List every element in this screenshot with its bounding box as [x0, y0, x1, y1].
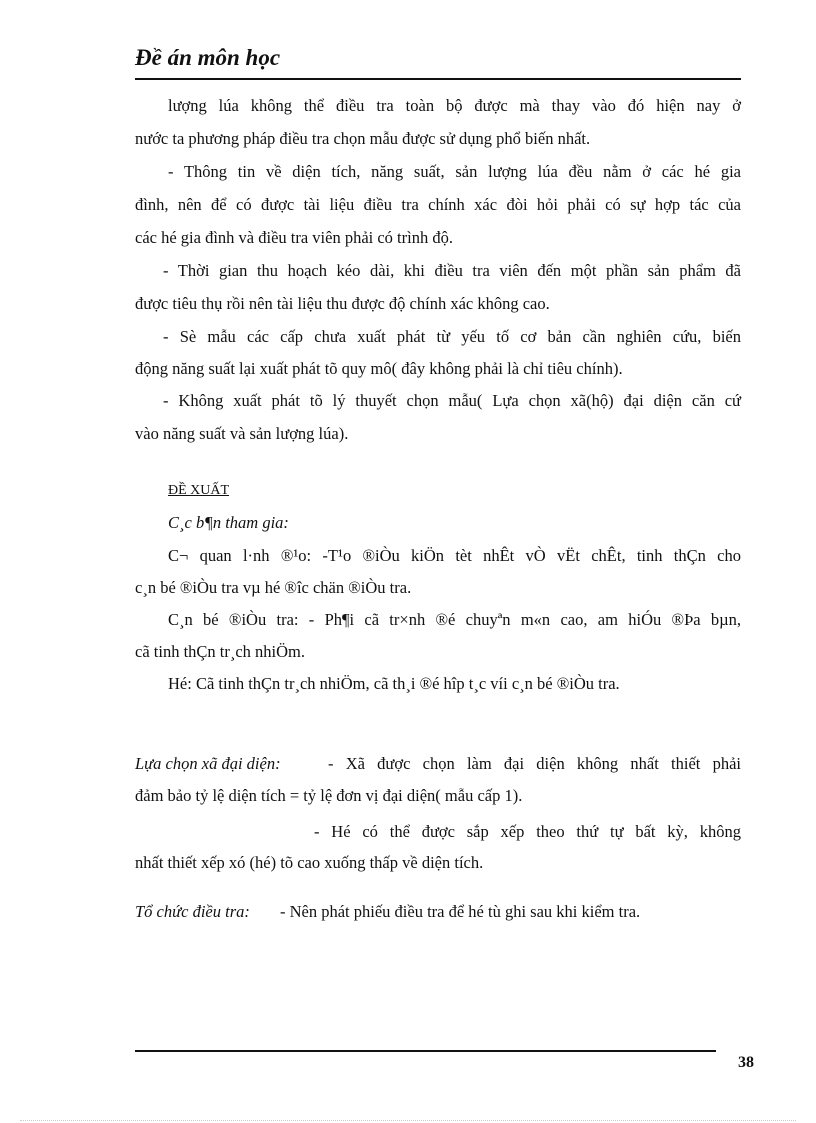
selection-line: - Xã được chọn làm đại diện không nhất thiết phải [328, 754, 741, 773]
footer-divider [135, 1050, 716, 1052]
households-line: Hé: Cã tinh thÇn tr¸ch nhiÖm, cã th¸i ®é hîp t¸c víi c¸n bé ®iÒu tra. [168, 674, 620, 693]
leaders-line: C¬ quan l·nh ®¹o: -T¹o ®iÒu kiÖn tèt nhÊt vÒ vËt chÊt, tinh thÇn cho [168, 546, 741, 565]
selection-label: Lựa chọn xã đại diện: [135, 754, 281, 773]
header-divider [135, 78, 741, 80]
page-number: 38 [738, 1054, 754, 1071]
selection-line: đảm bảo tỷ lệ diện tích = tỷ lệ đơn vị đại diện( mẫu cấp 1). [135, 786, 523, 805]
selection-line: - Hé có thể được sắp xếp theo thứ tự bất kỳ, không [314, 822, 741, 841]
leaders-line: c¸n bé ®iÒu tra vµ hé ®îc chän ®iÒu tra. [135, 578, 412, 597]
paragraph-line: - Thông tin về diện tích, năng suất, sản lượng lúa đều nằm ở các hé gia [168, 162, 741, 181]
organization-label: Tổ chức điều tra: [135, 902, 250, 921]
staff-line: C¸n bé ®iÒu tra: - Ph¶i cã tr×nh ®é chuyªn m«n cao, am hiÓu ®Þa bµn, [168, 610, 741, 629]
paragraph-line: vào năng suất và sản lượng lúa). [135, 424, 349, 443]
parties-label: C¸c b¶n tham gia: [168, 513, 289, 532]
page-edge-divider [20, 1120, 796, 1121]
proposal-heading: ĐỀ XUẤT [168, 483, 230, 498]
staff-line: cã tinh thÇn tr¸ch nhiÖm. [135, 642, 306, 661]
organization-text: - Nên phát phiếu điều tra để hé tù ghi sau khi kiểm tra. [280, 902, 641, 921]
paragraph-line: đình, nên để có được tài liệu điều tra chính xác đòi hỏi phải có sự hợp tác của [135, 195, 741, 214]
paragraph-line: - Sè mẫu các cấp chưa xuất phát từ yếu tố cơ bản cần nghiên cứu, biến [163, 327, 741, 346]
selection-line: nhất thiết xếp xó (hé) tõ cao xuống thấp về diện tích. [135, 853, 484, 872]
paragraph-line: - Thời gian thu hoạch kéo dài, khi điều tra viên đến một phần sản phẩm đã [163, 261, 741, 280]
paragraph-line: nước ta phương pháp điều tra chọn mẫu được sử dụng phổ biến nhất. [135, 129, 591, 148]
paragraph-line: - Không xuất phát tõ lý thuyết chọn mẫu( Lựa chọn xã(hộ) đại diện căn cứ [163, 391, 741, 410]
paragraph-line: lượng lúa không thể điều tra toàn bộ được mà thay vào đó hiện nay ở [168, 96, 741, 115]
paragraph-line: động năng suất lại xuất phát tõ quy mô( đây không phải là chỉ tiêu chính). [135, 359, 623, 378]
page-header-title: Đề án môn học [135, 45, 281, 70]
paragraph-line: các hé gia đình và điều tra viên phải có trình độ. [135, 228, 453, 247]
paragraph-line: được tiêu thụ rồi nên tài liệu thu được độ chính xác không cao. [135, 294, 550, 313]
